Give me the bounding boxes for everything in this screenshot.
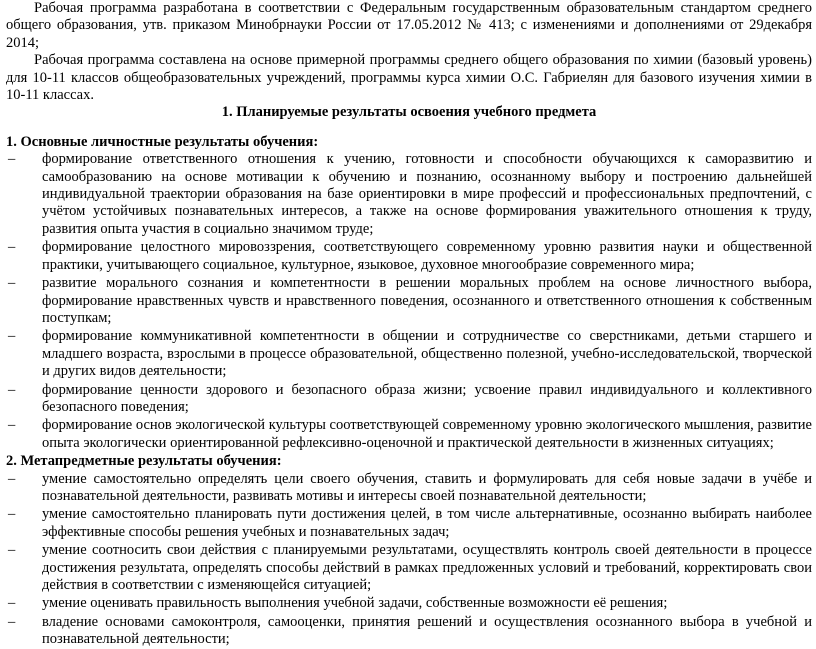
list-item: – формирование ценности здорового и безопасного образа жизни; усвоение правил индивидуального и коллективного безопасного поведения; [8, 381, 812, 415]
list-item: – умение соотносить свои действия с планируемыми результатами, осуществлять контроль своей деятельности в процессе достижения результата, определять способы действий в рамках предложенных условий и требований, корректировать свои действия в соответствии с изменяющейся ситуацией; [8, 542, 812, 593]
list-item: – умение самостоятельно планировать пути достижения целей, в том числе альтернативные, осознанно выбирать наиболее эффективные способы решения учебных и познавательных задач; [8, 506, 812, 540]
dash-bullet: – [8, 542, 16, 559]
intro-paragraph-standard: Рабочая программа разработана в соответствии с Федеральным государственным образовательным стандартом среднего общего образования, утв. приказом Минобрнауки России от 17.05.2012 № 413; с изменениями и дополнениями от 29декабря 2014; [6, 0, 812, 51]
dash-bullet: – [8, 275, 16, 292]
dash-bullet: – [8, 381, 16, 398]
dash-bullet: – [8, 328, 16, 345]
list-item: – развитие морального сознания и компетентности в решении моральных проблем на основе личностного выбора, формирование нравственных чувств и нравственного поведения, осознанного и ответственного отношения к собственным поступкам; [8, 275, 812, 326]
dash-bullet: – [8, 613, 16, 630]
list-item: – формирование ответственного отношения к учению, готовности и способности обучающихся к саморазвитию и самообразованию на основе мотивации к обучению и познанию, осознанному выбору и построению дальнейшей индивидуальной траектории образования на базе ориентировки в мире профессий и профессиональных предпочтений, с учётом устойчивых познавательных интересов, а также на основе формирования уважительного отношения к труду, развития опыта участия в социально значимом труде; [8, 151, 812, 237]
personal-results-heading: 1. Основные личностные результаты обучения: [6, 133, 319, 150]
dash-bullet: – [8, 417, 16, 434]
dash-bullet: – [8, 151, 16, 168]
list-item: – умение самостоятельно определять цели своего обучения, ставить и формулировать для себя новые задачи в учёбе и познавательной деятельности, развивать мотивы и интересы своей познавательной деятельности; [8, 470, 812, 504]
list-item: – формирование основ экологической культуры соответствующей современному уровню экологического мышления, развитие опыта экологически ориентированной рефлексивно-оценочной и практической деятельности в жизненных ситуациях; [8, 417, 812, 451]
metasubject-results-heading: 2. Метапредметные результаты обучения: [6, 453, 282, 470]
personal-results-list [6, 151, 812, 452]
dash-bullet: – [8, 470, 16, 487]
list-item: – формирование целостного мировоззрения, соответствующего современному уровню развития науки и общественной практики, учитывающего социальное, культурное, языковое, духовное многообразие современного мира; [8, 239, 812, 273]
list-item: – владение основами самоконтроля, самооценки, принятия решений и осуществления осознанного выбора в учебной и познавательной деятельности; [8, 613, 812, 648]
section-title: 1. Планируемые результаты освоения учебного предмета [221, 104, 597, 121]
intro-paragraph-basis: Рабочая программа составлена на основе примерной программы среднего общего образования по химии (базовый уровень) для 10-11 классов общеобразовательных учреждений, программы курса химии О.С. Габриелян для базового изучения химии в 10-11 классах. [6, 52, 812, 104]
dash-bullet: – [8, 506, 16, 523]
list-item: – формирование коммуникативной компетентности в общении и сотрудничестве со сверстниками, детьми старшего и младшего возраста, взрослыми в процессе образовательной, общественно полезной, учебно-исследовательской, творческой и других видов деятельности; [8, 328, 812, 380]
metasubject-results-list [6, 471, 812, 649]
dash-bullet: – [8, 595, 16, 612]
list-item: – умение оценивать правильность выполнения учебной задачи, собственные возможности её решения; [8, 595, 668, 612]
dash-bullet: – [8, 239, 16, 256]
